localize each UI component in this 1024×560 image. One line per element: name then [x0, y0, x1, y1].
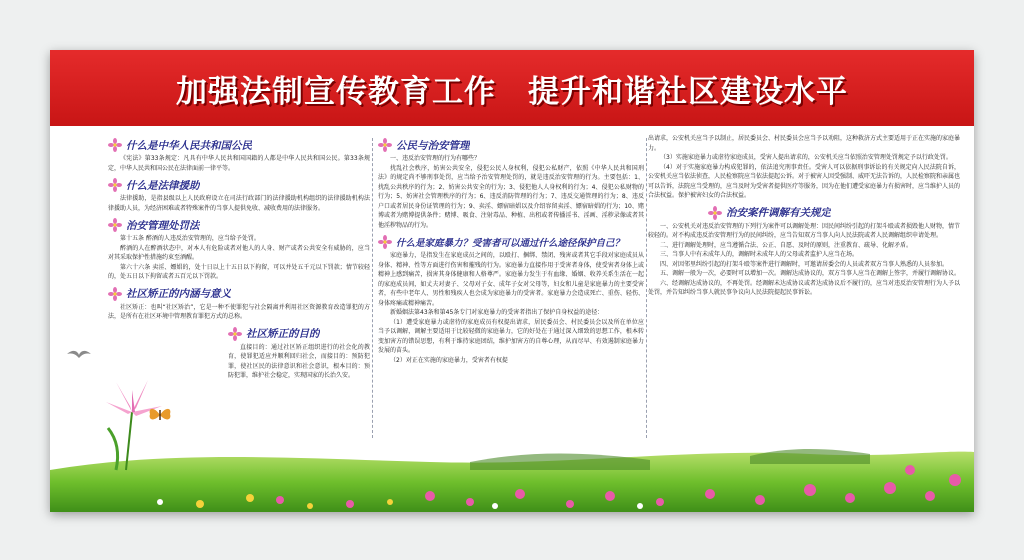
paragraph: 四、对因邻里纠纷引起的打架斗殴等案件进行调解时，可邀请居委会的人员或者双方当事人熟悉的人员参加。: [660, 260, 949, 268]
section-heading: 治安管理处罚法: [126, 219, 200, 232]
paragraph: 醉酒的人在醉酒状态中，对本人有危险或者对他人的人身、财产或者公共安全有威胁的，应当对其采取保护性措施约束至酒醒。: [108, 244, 370, 261]
paragraph: 《宪法》第33条规定：凡具有中华人民共和国国籍的人都是中华人民共和国公民。第33条规定，中华人民共和国公民在法律面前一律平等。: [108, 155, 370, 172]
paragraph: 法律援助，是指县级以上人民政府设立在司法行政部门的法律援助机构组织的法律援助机构法律援助人员，为经济困难或者特殊案件的当事人提供免收、减收费用的法律服务。: [108, 195, 370, 212]
section-citizen: [108, 136, 370, 173]
section-heading: 什么是中华人民共和国公民: [126, 139, 252, 152]
section-citizen-security: [378, 136, 644, 230]
text-column-1: [108, 134, 370, 434]
paragraph: 出请求，公安机关应当予以制止，居民委员会、村民委员会应当予以劝阻，这种救济方式主要适用于正在实施的家庭暴力。: [648, 135, 960, 152]
text-column-2: [378, 134, 644, 452]
flower-icon: [378, 235, 392, 249]
paragraph: 一、公安机关对违反治安管理的下列行为案件可以调解处理：因民间纠纷引起的打架斗殴或者损毁他人财物，情节较轻的。对不构成违反治安管理行为的民间纠纷，应当告知双方当事人向人民法院或者人民调解组织申请处理。: [648, 222, 960, 239]
section-heading: 什么是法律援助: [126, 179, 200, 192]
paragraph: （2）对正在实施的家庭暴力，受害者有权提: [390, 356, 508, 364]
flower-icon: [228, 327, 242, 341]
column-divider-2: [646, 138, 647, 438]
bird-icon: [66, 348, 92, 360]
paragraph: 三、当事人中有未成年人的，调解时未成年人的父母或者监护人应当在场。: [660, 251, 859, 258]
section-heading: 治安案件调解有关规定: [726, 207, 831, 219]
paragraph: 第六十六条 卖淫、嫖娼的，处十日以上十五日以下拘留，可以并处五千元以下罚款；情节较轻的，处五日以下拘留或者五百元以下罚款。: [108, 263, 370, 280]
bulletin-board: [50, 50, 974, 512]
paragraph: 六、经调解达成协议的，不再处罚。经调解未达成协议或者达成协议后不履行的，应当对违反治安管理行为人予以处罚，并告知纠纷当事人就民事争议向人民法院提起民事诉讼。: [648, 279, 960, 296]
flower-icon: [108, 218, 122, 232]
paragraph: 直接目的：通过社区矫正组织进行的社会化的教育，使罪犯适应并顺利回归社会，而接目的：预防犯罪，使社区民的法律意识和社会意识，根本目的：预防犯罪，维护社会稳定，实现国家的长治久安。: [228, 343, 370, 379]
paragraph: （1）遭受家庭暴力或虐待的家庭成员有权提出请求，居民委员会、村民委员会以及所在单位应当予以调解，调解主要适用于比较轻微的家庭暴力，它的好处在于通过深入细致的思想工作，根本转变加害方的错误思想，有利于维持家庭团结，维护加害方的自尊心理，从而尽早、有效遏制家庭暴力发展的苗头。: [378, 318, 644, 354]
section-heading: 社区矫正的内涵与意义: [126, 288, 231, 300]
section-correction-purpose: [108, 325, 370, 381]
banner-title: 加强法制宣传教育工作 提升和谐社区建设水平: [176, 73, 848, 110]
paragraph: （3）实施家庭暴力或虐待家庭成员，受害人提出请求的，公安机关应当依照治安管理处罚规定予以行政处罚。: [660, 154, 952, 161]
column-divider-1: [372, 138, 373, 438]
section-heading: 什么是家庭暴力？受害者可以通过什么途径保护自己？: [396, 238, 625, 249]
paragraph: 扰乱社会秩序，妨害公共安全，侵犯公民人身权利，侵犯公私财产，依照《中华人民共和国刑法》的规定尚不够刑事处罚，应当给予治安管理处罚的，就是违反治安管理的行为。主要包括：1、扰乱公共秩序的行为；2、妨害公共安全的行为；3、侵犯他人人身权利的行为；4、侵犯公私财物的行为；5、妨害社会管理秩序的行为；6、违反消防管理的行为；7、违反交通管理的行为；8、违反户口或者居民身份证管理的行为；9、卖淫、嫖宿暗娼以及介绍容留卖淫、嫖宿暗娼的行为；10、赌博或者为赌博提供条件；赌博、吸食、注射毒品、种植、出租或者传播淫书、淫画、淫秽录像或者其他淫秽物品的行为。: [378, 164, 644, 229]
flower-icon: [108, 287, 122, 301]
paragraph: 社区矫正：也叫“社区矫治”，它是一种不使罪犯与社会隔离并利用社区资源教育改造罪犯的方法，是所有在社区环境中管理教育罪犯方式的总称。: [108, 303, 370, 320]
paragraph: 新婚姻法第43条和第45条专门对家庭暴力的受害者指出了保护自身权益的途径：: [390, 309, 604, 316]
paragraph: 二、进行调解处理时，应当遵循合法、公正、自愿、及时的原则，注重教育、疏导、化解矛盾。: [660, 241, 913, 249]
paragraph: （4）对于实施家庭暴力构成犯罪的，依法追究刑事责任。受害人可以依据刑事诉讼的有关规定向人民法院自诉，公安机关应当依法侦查，人民检察院应当依法提起公诉。对于被害人因受强制、威吓无法告诉的，人民检察院和亲属也可以告诉，法院应当受理的，应当及时为受害者提供医疗等服务，因为在他们遭受家庭暴力有损害时，应当维护人员的合法权益。保护被害妇女的合法权益。: [648, 163, 960, 199]
title-banner: [50, 50, 974, 126]
paragraph: 第十五条 醉酒的人违反治安管理的，应当给予处罚。: [120, 235, 260, 242]
flower-icon: [378, 138, 392, 152]
section-legal-aid: [108, 176, 370, 213]
paragraph: 家庭暴力，是指发生在家庭成员之间的，以殴打、捆绑、禁闭、残害或者其它手段对家庭成员从身体、精神、性等方面进行伤害和摧残的行为。家庭暴力直接作用于受害者身体，使受害者身体上或精神上感到痛苦，损害其身体健康和人格尊严。家庭暴力发生于有血缘、婚姻、收养关系生活在一起的家庭成员间，如丈夫对妻子、父母对子女、成年子女对父母等，妇女和儿童是家庭暴力的主要受害者，有些中老年人、男性和残疾人也会成为家庭暴力的受害者。家庭暴力会造成死亡、重伤、轻伤、身体疼痛或精神痛苦。: [378, 252, 644, 307]
section-security-law: [108, 216, 370, 282]
paragraph: 五、调解一般为一次，必要时可以增加一次。调解达成协议的，双方当事人应当在调解上签字，并履行调解协议。: [660, 270, 960, 277]
section-heading: 公民与治安管理: [396, 139, 470, 152]
paragraph: 一、违反治安管理的行为有哪些？: [390, 155, 481, 162]
flower-icon: [108, 178, 122, 192]
text-column-3: [648, 134, 960, 464]
section-heading: 社区矫正的目的: [246, 328, 320, 340]
flower-icon: [108, 138, 122, 152]
section-continued: [648, 134, 960, 201]
section-domestic-violence: [378, 233, 644, 365]
section-mediation-rules: [648, 204, 960, 298]
flower-icon: [708, 206, 722, 220]
section-community-correction: [108, 285, 370, 322]
